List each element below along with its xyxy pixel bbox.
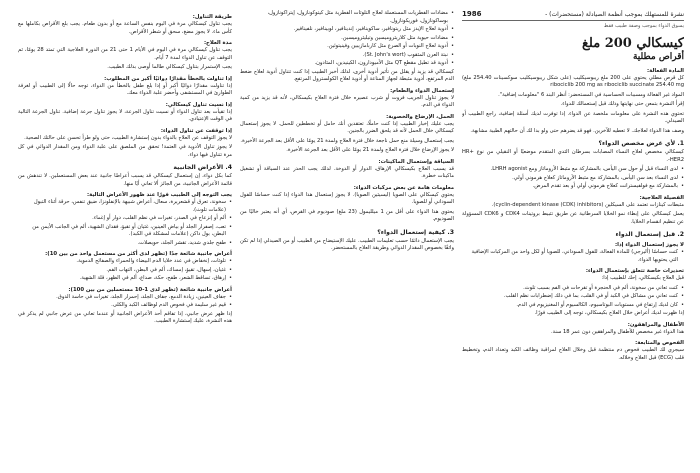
bullet-item: • تعب، إصفرار الجلد أو بياض العينين، غثيان أو تقيؤ، فقدان الشهية، ألم في الجانب الأيمن من البطن، بول داكن (علامات لمشكلة في الكبد). <box>18 224 232 239</box>
paragraph: لا يجوز التوقف عن العلاج بالدواء بدون إستشارة الطبيب، حتى ولو طرأ تحسن على حالتك الصحية. <box>24 134 232 141</box>
section-heading: مدة العلاج: <box>203 40 232 46</box>
bullet-item: • أدوية لعلاج النوبات أو الصرع مثل كاربامازيبين وفينيتوئين. <box>240 43 454 51</box>
section-heading: طريقة التناول: <box>192 14 232 20</box>
section-heading: إستعمال الدواء والطعام: <box>390 87 454 94</box>
drug-form: أقراص مطلية <box>632 51 684 62</box>
paragraph: وصف هذا الدواء لعلاجك. لا تعطيه للآخرين. فهو قد يضرهم حتى ولو بدا لك أن حالتهم الطبية مشابهة. <box>470 127 684 134</box>
section-heading: المادة الفعالة: <box>647 67 684 74</box>
middle-column-body <box>240 10 454 253</box>
paragraph: لا يجوز تناول الأدوية في العتمة! تحقق من الملصق على علبة الدواء ومن المقدار الدوائي في كل مرة تتناول فيها دواء. <box>18 144 232 158</box>
left-column <box>18 10 232 465</box>
right-column-body <box>462 68 684 363</box>
paragraph: إقرأ النشرة بتمعن حتى نهايتها وذلك قبل إستعمالك للدواء. <box>560 101 684 108</box>
right-column <box>462 10 684 465</box>
leaflet-number: 1986 <box>462 10 482 18</box>
paragraph: يجب تناول كيسكالي مرة في اليوم بنفس الساعة مع أو بدون طعام. يجب بلع الأقراص بكاملها مع كأس ماء. لا يجوز مضغ، سحق أو شطر الأقراص. <box>18 21 232 35</box>
section-heading: الأطفال والمراهقون: <box>627 321 684 328</box>
paragraph: لا يجوز الإرضاع خلال فترة العلاج ولمدة 21 يومًا على الأقل بعد الجرعة الأخيرة. <box>286 147 454 153</box>
section-heading: الفحوص والمتابعة: <box>635 340 684 347</box>
bullet-item: • أدوية قد تطيل مقطع QT مثل الأميودارون، الكينيدين، المثادون. <box>240 60 454 68</box>
publisher-line: نشرة للمستهلك بموجب أنظمة الصيادلة (مستحضرات) - <box>545 11 684 18</box>
paragraph: كل قرص مطلي يحتوي على 200 ملغ ريبوسيكليب (على شكل ريبوسيكليب سوكسينات 254.40 ملغ) ribociclib 200 mg as ribociclib succinate 254.40 mg <box>462 74 684 89</box>
numbered-section-heading: 1. لأي غرض مخصص الدواء؟ <box>598 140 684 148</box>
paragraph: قد يسبب العلاج بكيسكالي الإرهاق، الدوار أو الدوخة. لذلك يجب الحذر عند السياقة أو تشغيل ماكينات خطرة. <box>240 165 454 179</box>
section-heading: الفصيلة العلاجية: <box>639 194 684 201</box>
paragraph: قبل العلاج بكيسكالي، إحك للطبيب إذا: <box>601 275 684 282</box>
section-heading: لا يجوز إستعمال الدواء إذا: <box>615 242 684 249</box>
paragraph: يجب الإستمرار بتناول كيسكالي طالما أوصى بذلك الطبيب. <box>107 64 232 70</box>
bullet-item: • كنت تعاني من مشاكل في الكبد أو في القلب، بما في ذلك إضطرابات نظم القلب. <box>462 293 684 301</box>
bullet-item: • مضادات حيوية مثل كلاريثروميسين وتيليثروميسين. <box>240 35 454 43</box>
bullet-item: • نبتة العرن المثقوب (St. John's wort). <box>240 52 454 60</box>
paragraph: يجب عليك إخبار الطبيب إذا كنت حاملًا، تعتقدين أنك حامل أو تخططين للحمل. لا يجوز إستعمال كيسكالي خلال الحمل لأنه قد يلحق الضرر بالجنين. <box>240 120 454 134</box>
paragraph: هذا الدواء غير مخصص للأطفال والمراهقين دون عمر 18 سنة. <box>550 328 684 335</box>
bullet-item: • مضادات الفطريات المستعملة لعلاج التلوثات الفطرية مثل كيتوكونازول، إيتراكونازول، بوساكونازول، فوريكونازول. <box>240 10 454 25</box>
paragraph: يجب تناول كيسكالي مرة في اليوم في الأيام 1 حتى 21 من الدورة العلاجية التي تمتد 28 يومًا، ثم التوقف عن تناول الدواء لمدة 7 أيام. <box>18 47 232 61</box>
paragraph: يعمل كيسكالي على إبطاء نمو الخلايا السرطانية عن طريق تثبيط بروتينات CDK4 و CDK6 المسؤولة عن تنظيم انقسام الخلايا. <box>462 211 684 225</box>
bullet-item: • سخونة، تعرق أو قشعريرة، سعال، أعراض شبيهة بالإنفلونزا، ضيق تنفس، حرقة أثناء التبول (علامات تلوث). <box>18 199 232 214</box>
paragraph: مثبطات كينازات تعتمد على السيكلين (cyclin-dependent kinase (CDK) inhibitors). <box>491 201 684 208</box>
section-heading: معلومات هامة عن بعض مركبات الدواء: <box>353 184 454 191</box>
paragraph: يجب إستعمال وسيلة منع حمل ناجعة خلال فترة العلاج ولمدة 21 يومًا على الأقل بعد الجرعة الأخيرة. <box>240 137 454 144</box>
section-heading: السياقة وإستعمال الماكينات: <box>378 158 454 165</box>
paragraph: كما بكل دواء، إن إستعمال كيسكالي قد يسبب أعراضًا جانبية عند بعض المستعملين. لا تندهش من قائمة الأعراض الجانبية، من الجائز ألا تعاني أيًا منها. <box>18 173 232 187</box>
paragraph: إذا تقيأت بعد تناول الدواء أو نسيت تناول الجرعة، لا يجوز تناول جرعة إضافية. تناول الجرعة التالية في الوقت الإعتيادي. <box>18 108 232 122</box>
bullet-item: • بالمشاركة مع فولفيسترانت كعلاج هرموني أولي أو بعد تقدم المرض. <box>462 183 684 191</box>
paragraph: كيسكالي قد يزيد أو يقلل من تأثير أدوية أخرى، لذلك أخبر الطبيب إذا كنت تتناول أدوية لعلاج ضغط الدم المرتفع، أدوية مثبطة لجهاز المناعة أو أدوية لعلاج الكولسترول المرتفع. <box>240 68 454 82</box>
section-heading: أعراض جانبية شائعة (تظهر لدى 1-10 مستعملين من بين 100): <box>68 286 232 293</box>
section-heading: تحذيرات خاصة تتعلق بإستعمال الدواء: <box>585 268 684 275</box>
bullet-item: • ألم أو إنزعاج في الصدر، تغيرات في نظم القلب، دوار أو إغماء. <box>18 215 232 223</box>
bullet-item: • كنت تعاني من سخونة، ألم في الحنجرة أو تقرحات في الفم بسبب تلوث. <box>462 285 684 293</box>
bullet-item: • قيم غير سليمة في فحوص الدم لوظائف الكبد والكلى. <box>18 302 232 310</box>
paragraph: سيجري لك الطبيب فحوص دم منتظمة قبل وخلال العلاج لمراقبة وظائف الكبد وتعداد الدم، وتخطيط قلب (ECG) قبل العلاج وخلاله. <box>462 347 684 361</box>
bullet-item: • إرهاق، تساقط الشعر، طفح، حكة، صداع، ألم في الظهر، قلة الشهية. <box>18 275 232 283</box>
paragraph: لا يجوز تناول الجريب فروت أو شرب عصيره خلال فترة العلاج بكيسكالي، لأنه قد يزيد من كمية الدواء في الدم. <box>240 94 454 108</box>
paragraph: يحتوي كيسكالي على الصويا (ليسيثين الصويا). لا يجوز إستعمال هذا الدواء إذا كنت حساسًا للفول السوداني أو للصويا. <box>240 191 454 205</box>
bullet-item: • تلوثات، إنخفاض في عدد خلايا الدم البيضاء والحمراء والصفائح الدموية. <box>18 258 232 266</box>
bullet-item: • أدوية لعلاج الإيدز مثل ريتونافير، ساكوينافير، إندينافير، لوبينافير، نلفينافير. <box>240 26 454 34</box>
numbered-section-heading: 3. كيفية إستعمال الدواء؟ <box>377 228 454 236</box>
paragraph: إذا تناولت مقدارًا دوائيًا أكبر أو إذا بلع طفل بالخطأ من الدواء، توجه حالًا إلى الطبيب أو لغرفة الطوارئ في المستشفى وأحضر علبة الدواء معك. <box>18 82 232 96</box>
paragraph: إذا ظهر عرض جانبي، إذا تفاقم أحد الأعراض الجانبية أو عندما تعاني من عرض جانبي لم يذكر في هذه النشرة، عليك إستشارة الطبيب. <box>18 310 232 324</box>
section-heading: يجب التوجه إلى الطبيب فورًا عند ظهور الأعراض التالية: <box>87 192 232 198</box>
numbered-section-heading: 4. الأعراض الجانبية <box>173 164 232 171</box>
bullet-item: • غثيان، إسهال، تقيؤ، إمساك، ألم في البطن، التهاب الفم. <box>18 267 232 275</box>
paragraph: تحتوي هذه النشرة على معلومات ملخصة عن الدواء. إذا توفرت لديك أسئلة إضافية، راجع الطبيب أو الصيدلي. <box>462 110 684 125</box>
numbered-section-heading: 2. قبل إستعمال الدواء <box>615 231 684 239</box>
bullet-item: • طفح جلدي شديد، تقشر الجلد، حويصلات. <box>18 240 232 248</box>
bullet-item: • كان لديك إرتفاع في مستويات البوتاسيوم، الكالسيوم أو المغنيزيوم في الدم. <box>462 302 684 310</box>
left-column-body <box>18 14 232 326</box>
section-heading: إذا نسيت تناول كيسكالي: <box>165 101 232 108</box>
section-heading: إذا تناولت بالخطأ مقدارًا دوائيًا أكبر من المطلوب: <box>104 75 232 82</box>
bullet-item: • لدى النساء بعد سن اليأس، بالمشاركة مع مثبط الأروماتاز كعلاج هرموني أولي. <box>462 175 684 183</box>
bullet-item: • جفاف العينين، زيادة الدمع، جفاف الجلد، إحمرار الجلد، تغيرات في حاسة الذوق. <box>18 294 232 302</box>
drug-title: كيسكالي 200 ملغ <box>581 36 684 51</box>
paragraph: المواد غير الفعالة ومسببات الحساسية في المستحضر: أنظر البند 6 "معلومات إضافية". <box>498 91 684 98</box>
section-heading: أعراض جانبية شائعة جدًا (تظهر لدى أكثر من مستعمل واحد من بين 10): <box>45 251 232 257</box>
paragraph: يحتوي هذا الدواء على أقل من 1 ميلليمول (23 ملغ) صوديوم في القرص، أي أنه يعتبر خاليًا من الصوديوم. <box>240 208 454 222</box>
leaflet-header <box>462 10 684 21</box>
prescription-line: يسوق الدواء بموجب وصفة طبيب فقط <box>603 23 684 29</box>
middle-column <box>240 10 454 465</box>
paragraph: إذا ظهرت لديك أعراض خلال العلاج بكيسكالي، توجه إلى الطبيب فورًا. <box>534 310 684 317</box>
paragraph: يجب الإستعمال دائمًا حسب تعليمات الطبيب. عليك الإستيضاح من الطبيب أو من الصيدلي إذا لم تكن واثقًا بخصوص المقدار الدوائي وطريقة العلاج بالمستحضر. <box>240 237 454 251</box>
bullet-item: • كنت حساسًا (أليرجي) للمادة الفعالة، للفول السوداني، للصويا أو لكل واحد من المركبات الإضافية التي يحتويها الدواء. <box>462 249 684 264</box>
bullet-item: • لدى النساء قبل أو حول سن اليأس، بالمشاركة مع مثبط الأروماتاز ومع LHRH agonist. <box>462 166 684 174</box>
section-heading: الحمل، الإرضاع والخصوبة: <box>386 113 454 120</box>
paragraph: كيسكالي مخصص لعلاج النساء المصابات بسرطان الثدي المتقدم موضعيًا أو النقيلي من نوع HR+ HER2-. <box>462 149 684 163</box>
section-heading: إذا توقفت عن تناول الدواء: <box>160 127 232 134</box>
